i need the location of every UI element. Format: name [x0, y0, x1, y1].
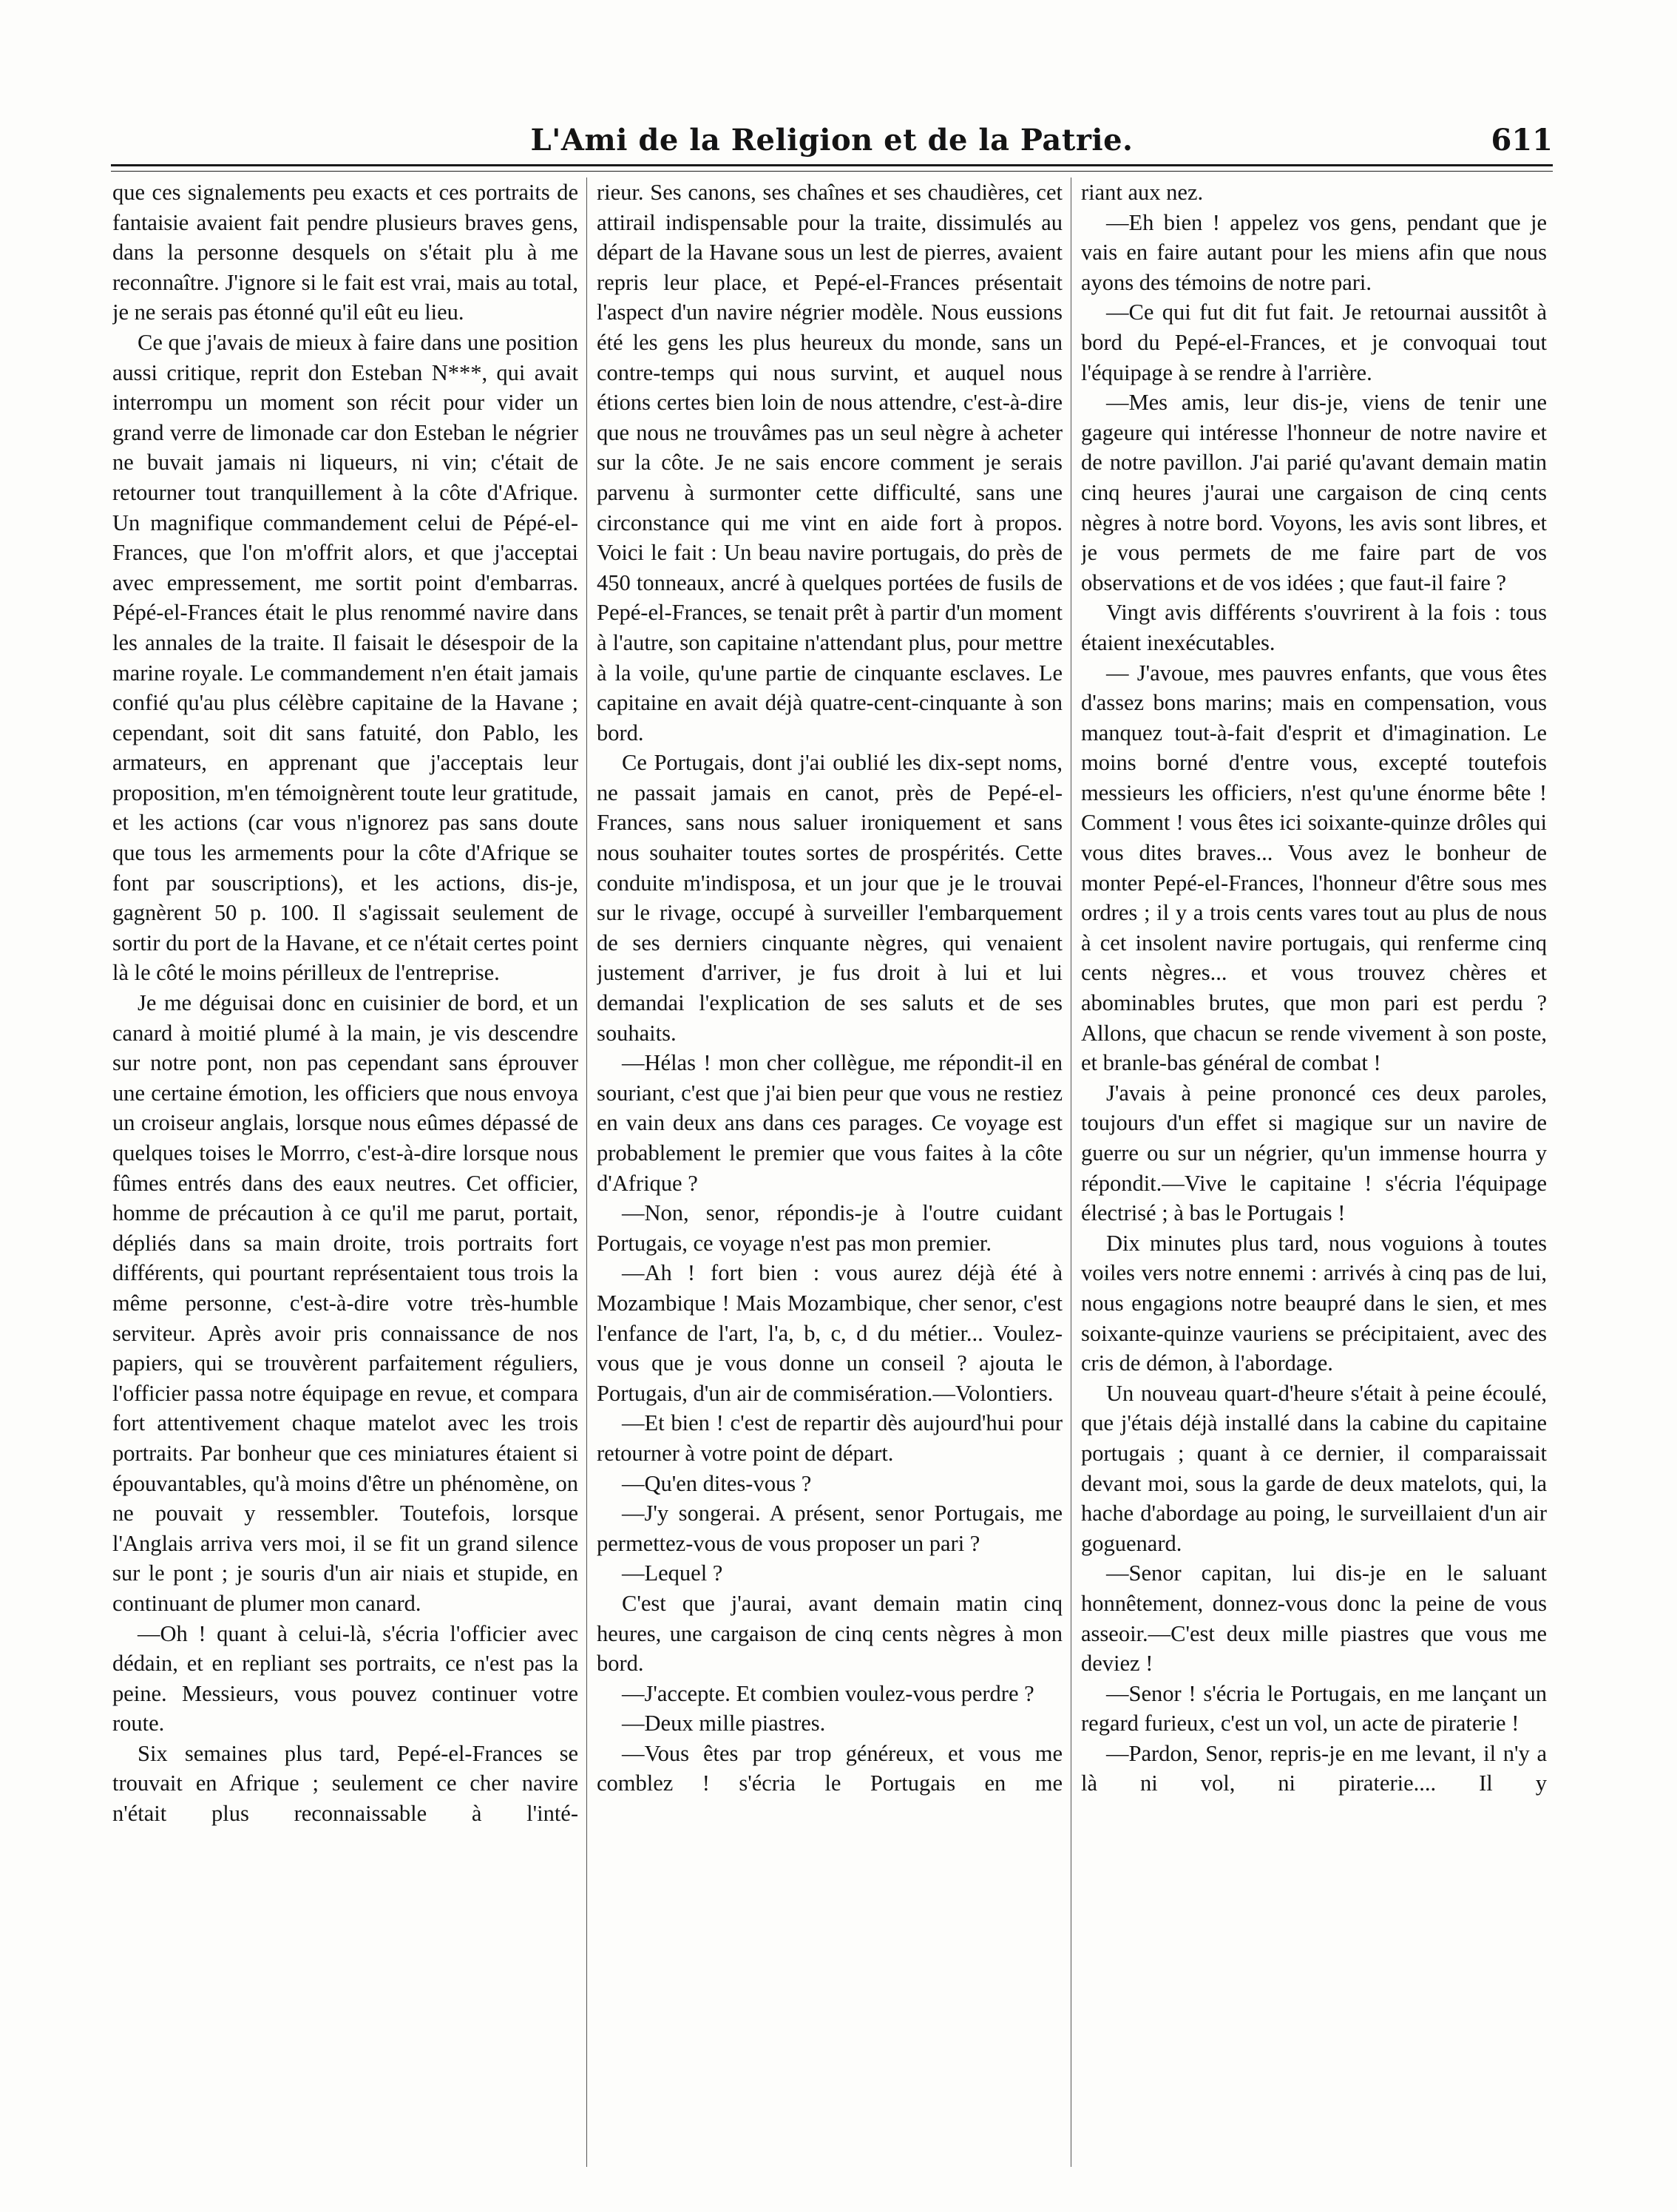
paragraph: —Deux mille piastres. — [622, 1711, 826, 1736]
paragraph: que ces signalements peu exacts et ces portraits de fantaisie avaient fait pendre plusieurs braves gens, dans la personne desquels on s'était plu à me reconnaître. J'ignore si le fait est vrai, mais au total, je ne serais pas étonné qu'il eût eu lieu. — [112, 180, 578, 325]
paragraph: —Non, senor, répondis-je à l'outre cuidant Portugais, ce voyage n'est pas mon premier. — [597, 1200, 1063, 1256]
paragraph: —Mes amis, leur dis-je, viens de tenir une gageure qui intéresse l'honneur de notre navire et de notre pavillon. J'ai parié qu'avant demain matin cinq heures j'aurai une cargaison de cinq cents nègres à notre bord. Voyons, les avis sont libres, et je vous permets de me faire part de vos observations et de vos idées ; que faut-il faire ? — [1081, 390, 1547, 595]
page-number: 611 — [1491, 123, 1553, 158]
journal-title: L'Ami de la Religion et de la Patrie. — [530, 123, 1134, 158]
paragraph: —Senor capitan, lui dis-je en le saluant honnêtement, donnez-vous donc la peine de vous asseoir.—C'est deux mille piastres que vous me deviez ! — [1081, 1560, 1547, 1677]
paragraph: rieur. Ses canons, ses chaînes et ses chaudières, cet attirail indispensable pour la traite, dissimulés au départ de la Havane sous un lest de pierres, avaient repris leur place, et Pepé-el-Frances présentait l'aspect d'un navire négrier modèle. Nous eussions été les gens les plus heureux du monde, sans un contre-temps qui nous survint, et auquel nous étions certes bien loin de nous attendre, c'est-à-dire que nous ne trouvâmes pas un seul nègre à acheter sur la côte. Je ne sais encore comment je serais parvenu à surmonter cette difficulté, sans une circonstance qui me vint en aide fort à propos. Voici le fait : Un beau navire portugais, do près de 450 tonneaux, ancré à quelques portées de fusils de Pepé-el-Frances, se tenait prêt à partir d'un moment à l'autre, son capitaine n'attendant plus, pour mettre à la voile, qu'une partie de cinquante esclaves. Le capitaine en avait déjà quatre-cent-cinquante à son bord. — [597, 180, 1063, 745]
paragraph: —Ce qui fut dit fut fait. Je retournai aussitôt à bord du Pepé-el-Frances, et je convoquai tout l'équipage à se rendre à l'arrière. — [1081, 300, 1547, 385]
paragraph: riant aux nez. — [1081, 180, 1204, 205]
paragraph: —Lequel ? — [622, 1560, 723, 1586]
paragraph: —J'y songerai. A présent, senor Portugais, me permettez-vous de vous proposer un pari ? — [597, 1501, 1063, 1556]
column-2 — [597, 177, 1063, 2174]
column-1 — [112, 177, 578, 2174]
paragraph: —J'accepte. Et combien voulez-vous perdre ? — [622, 1680, 1034, 1706]
paragraph: Je me déguisai donc en cuisinier de bord, et un canard à moitié plumé à la main, je vis descendre sur notre pont, non pas cependant sans éprouver une certaine émotion, les officiers que nous envoya un croiseur anglais, lorsque nous eûmes dépassé de quelques toises le Morrro, c'est-à-dire lorsque nous fûmes entrés dans des eaux neutres. Cet officier, homme de précaution à ce qu'il me parut, portait, dépliés dans sa main droite, trois portraits fort différents, qui pourtant représentaient tous trois la même personne, c'est-à-dire votre très-humble serviteur. Après avoir pris connaissance de nos papiers, qui se trouvèrent parfaitement réguliers, l'officier passa notre équipage en revue, et compara fort attentivement chaque matelot avec les trois portraits. Par bonheur que ces miniatures étaient si épouvantables, qu'à moins d'être un phénomène, on ne pouvait y ressembler. Toutefois, lorsque l'Anglais arriva vers moi, il se fit un grand silence sur le pont ; je souris d'un air niais et stupide, en continuant de plumer mon canard. — [112, 990, 578, 1616]
paragraph: —Ah ! fort bien : vous aurez déjà été à Mozambique ! Mais Mozambique, cher senor, c'est l'enfance de l'art, l'a, b, c, d du métier... Voulez-vous que je vous donne un conseil ? ajouta le Portugais, d'un air de commisération.—Volontiers. — [597, 1260, 1063, 1406]
column-divider — [586, 177, 587, 2167]
paragraph: J'avais à peine prononcé ces deux paroles, toujours d'un effet si magique sur un navire de guerre ou sur un négrier, qu'un immense hourra y répondit.—Vive le capitaine ! s'écria l'équipage électrisé ; à bas le Portugais ! — [1081, 1080, 1547, 1226]
running-header — [111, 118, 1553, 163]
paragraph: Six semaines plus tard, Pepé-el-Frances se trouvait en Afrique ; seulement ce cher navire n'était plus reconnaissable à l'inté- — [112, 1740, 578, 1827]
paragraph: —Oh ! quant à celui-là, s'écria l'officier avec dédain, et en repliant ses portraits, ce n'est pas la peine. Messieurs, vous pouvez continuer votre route. — [112, 1620, 578, 1736]
paragraph: C'est que j'aurai, avant demain matin cinq heures, une cargaison de cinq cents nègres à mon bord. — [597, 1590, 1063, 1677]
header-rule — [111, 164, 1553, 172]
paragraph: —Qu'en dites-vous ? — [622, 1470, 812, 1496]
text-columns — [112, 177, 1554, 2174]
paragraph: —Eh bien ! appelez vos gens, pendant que je vais en faire autant pour les miens afin que nous ayons des témoins de notre pari. — [1081, 209, 1547, 295]
paragraph: Un nouveau quart-d'heure s'était à peine écoulé, que j'étais déjà installé dans la cabine du capitaine portugais ; quant à ce dernier, il comparaissait devant moi, sous la garde de deux matelots, qui, la hache d'abordage au poing, le surveillaient d'un air goguenard. — [1081, 1380, 1547, 1556]
paragraph: Ce que j'avais de mieux à faire dans une position aussi critique, reprit don Esteban N***, qui avait interrompu un moment son récit pour vider un grand verre de limonade car don Esteban le négrier ne buvait jamais ni liqueurs, ni vin; c'était de retourner tout tranquillement à la côte d'Afrique. Un magnifique commandement celui de Pépé-el-Frances, que l'on m'offrit alors, et que j'acceptai avec empressement, me sortit point d'embarras. Pépé-el-Frances était le plus renommé navire dans les annales de la traite. Il faisait le désespoir de la marine royale. Le commandement n'en était jamais confié qu'au plus célèbre capitaine de la Havane ; cependant, soit dit sans fatuité, don Pablo, les armateurs, en apprenant que j'acceptais leur proposition, m'en témoignèrent toute leur gratitude, et les actions (car vous n'ignorez pas sans doute que tous les armements pour la côte d'Afrique se font par souscriptions), et les actions, dis-je, gagnèrent 50 p. 100. Il s'agissait seulement de sortir du port de la Havane, et ce n'était certes point là le côté le moins périlleux de l'entreprise. — [112, 329, 578, 986]
paragraph: Dix minutes plus tard, nous voguions à toutes voiles vers notre ennemi : arrivés à cinq pas de lui, nous engagions notre beaupré dans le sien, et mes soixante-quinze vauriens se précipitaient, avec des cris de démon, à l'abordage. — [1081, 1230, 1547, 1376]
paragraph: —Vous êtes par trop généreux, et vous me comblez ! s'écria le Portugais en me — [597, 1740, 1063, 1796]
paragraph: Ce Portugais, dont j'ai oublié les dix-sept noms, ne passait jamais en canot, près de Pepé-el-Frances, sans nous saluer ironiquement et sans nous souhaiter toutes sortes de prospérités. Cette conduite m'indisposa, et un jour que je le trouvai sur le rivage, occupé à surveiller l'embarquement de ses derniers cinquante nègres, qui venaient justement d'arriver, je fus droit à lui et lui demandai l'explication de ses saluts et de ses souhaits. — [597, 750, 1063, 1046]
column-3 — [1081, 177, 1547, 2174]
paragraph: —Hélas ! mon cher collègue, me répondit-il en souriant, c'est que j'ai bien peur que vous ne restiez en vain deux ans dans ces parages. Ce voyage est probablement le premier que vous faites à la côte d'Afrique ? — [597, 1050, 1063, 1196]
paragraph: —Senor ! s'écria le Portugais, en me lançant un regard furieux, c'est un vol, un acte de piraterie ! — [1081, 1680, 1547, 1736]
paragraph: — J'avoue, mes pauvres enfants, que vous êtes d'assez bons marins; mais en compensation, vous manquez tout-à-fait d'esprit et d'imagination. Le moins borné d'entre vous, excepté toutefois messieurs les officiers, n'est qu'une énorme bête ! Comment ! vous êtes ici soixante-quinze drôles qui vous dites braves... Vous avez le bonheur de monter Pepé-el-Frances, l'honneur d'être sous mes ordres ; il y a trois cents vares tout au plus de nous à cet insolent navire portugais, qui renferme cinq cents nègres... et vous trouvez chères et abominables brutes, que mon pari est perdu ? Allons, que chacun se rende vivement à son poste, et branle-bas général de combat ! — [1081, 660, 1547, 1076]
paragraph: Vingt avis différents s'ouvrirent à la fois : tous étaient inexécutables. — [1081, 600, 1547, 655]
paragraph: —Pardon, Senor, repris-je en me levant, il n'y a là ni vol, ni piraterie.... Il y — [1081, 1740, 1547, 1796]
paragraph: —Et bien ! c'est de repartir dès aujourd'hui pour retourner à votre point de départ. — [597, 1410, 1063, 1466]
